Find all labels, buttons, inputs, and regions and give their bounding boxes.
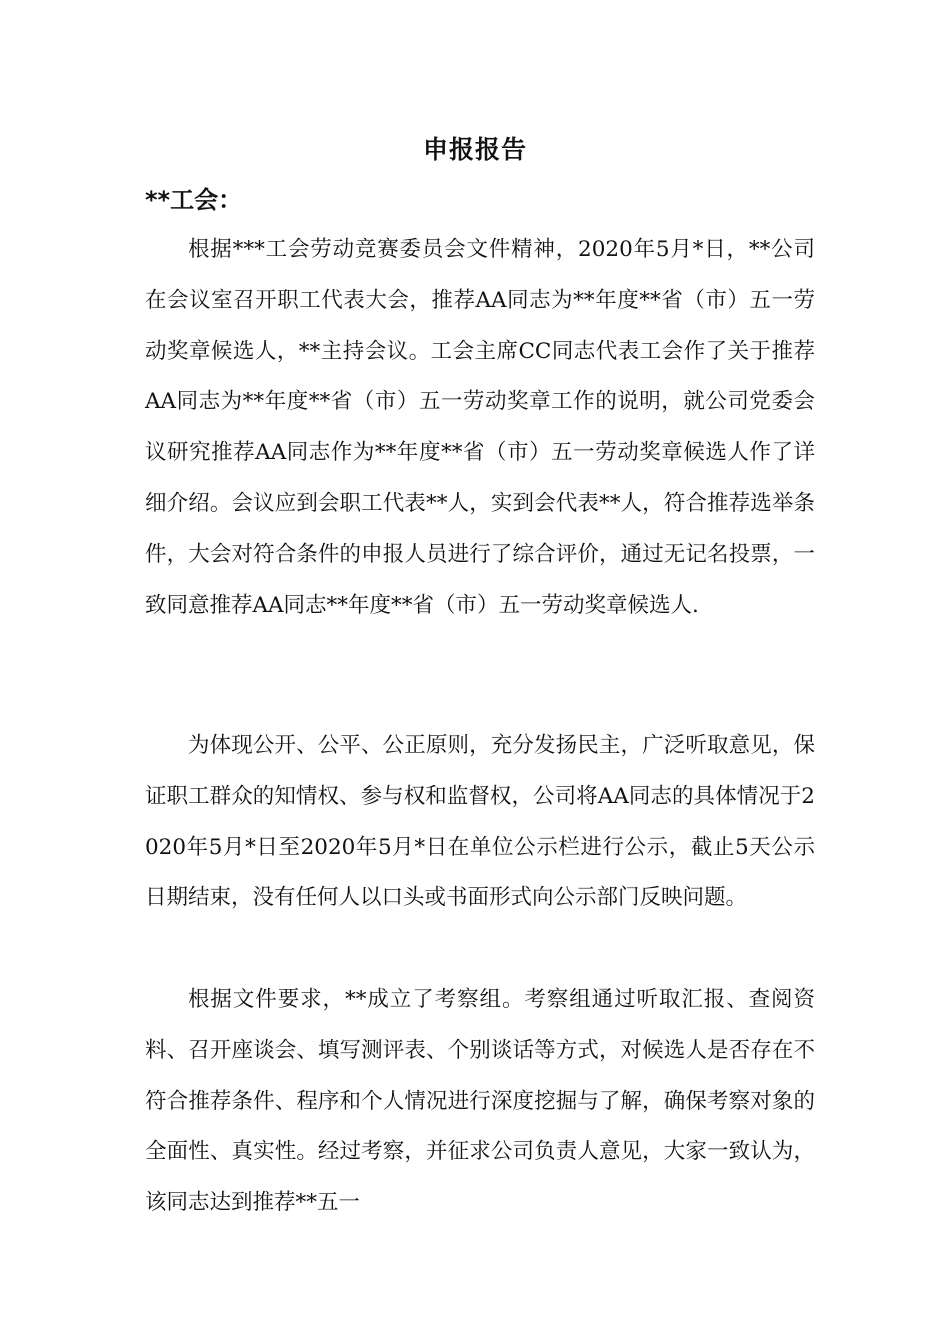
salutation: **工会：: [145, 186, 243, 214]
paragraph-nomination-meeting: 根据***工会劳动竞赛委员会文件精神，2020年5月*日，**公司在会议室召开职工代表大会，推荐AA同志为**年度**省（市）五一劳动奖章候选人，**主持会议。工会主席CC同志代表工会作了关于推荐AA同志为**年度**省（市）五一劳动奖章工作的说明，就公司党委会议研究推荐AA同志作为**年度**省（市）五一劳动奖章候选人作了详细介绍。会议应到会职工代表**人，实到会代表**人，符合推荐选举条件，大会对符合条件的申报人员进行了综合评价，通过无记名投票，一致同意推荐AA同志**年度**省（市）五一劳动奖章候选人.: [145, 237, 815, 618]
document-title: 申报报告: [422, 135, 527, 164]
paragraph-public-notice: 为体现公开、公平、公正原则，充分发扬民主，广泛听取意见，保证职工群众的知情权、参与权和监督权，公司将AA同志的具体情况于2020年5月*日至2020年5月*日在单位公示栏进行公示，截止5天公示日期结束，没有任何人以口头或书面形式向公示部门反映问题。: [145, 733, 815, 911]
paragraph-inspection: 根据文件要求，**成立了考察组。考察组通过听取汇报、查阅资料、召开座谈会、填写测评表、个别谈话等方式，对候选人是否存在不符合推荐条件、程序和个人情况进行深度挖掘与了解，确保考察对象的全面性、真实性。经过考察，并征求公司负责人意见，大家一致认为，该同志达到推荐**五一: [145, 987, 815, 1216]
